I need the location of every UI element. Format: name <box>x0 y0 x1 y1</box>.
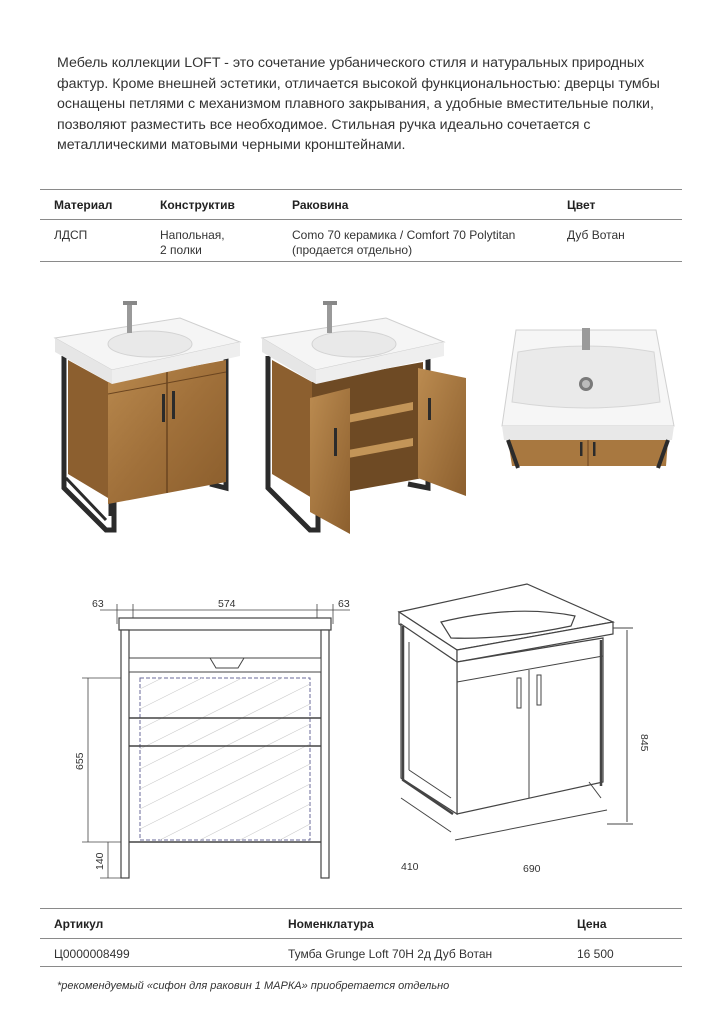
spec-cell-color: Дуб Вотан <box>567 228 625 242</box>
product-photo-top <box>496 322 676 472</box>
dim-right-63: 63 <box>338 598 350 610</box>
product-header-name: Номенклатура <box>288 917 374 931</box>
dim-middle-574: 574 <box>218 598 236 610</box>
product-table-header-rule <box>40 938 682 939</box>
product-photo-open <box>258 298 470 546</box>
spec-cell-material: ЛДСП <box>54 228 88 242</box>
product-photo-closed <box>50 298 250 540</box>
product-header-price: Цена <box>577 917 607 931</box>
spec-table-header-rule <box>40 219 682 220</box>
dim-iso-height-845: 845 <box>638 734 650 752</box>
product-cell-price: 16 500 <box>577 947 614 961</box>
spec-cell-construction-1: Напольная, <box>160 228 225 242</box>
spec-header-material: Материал <box>54 198 113 212</box>
dim-left-63: 63 <box>92 598 104 610</box>
spec-table-top-rule <box>40 189 682 190</box>
dim-bottom-140: 140 <box>94 852 106 870</box>
footnote: *рекомендуемый «сифон для раковин 1 МАРКА» приобретается отдельно <box>57 980 450 992</box>
product-header-article: Артикул <box>54 917 104 931</box>
intro-text: Мебель коллекции LOFT - это сочетание урбанического стиля и натуральных природных фактур. Кроме внешней эстетики, отличается высокой функциональностью: дверцы тумбы оснащены петлями с механизмом плавного закрывания, а удобные вместительные полки, позволяют разместить все необходимое. Стильная ручка идеально сочетается с металлическими матовыми черными кронштейнами. <box>57 55 660 153</box>
dim-iso-depth-410: 410 <box>401 861 419 873</box>
product-table-bottom-rule <box>40 966 682 967</box>
spec-header-color: Цвет <box>567 198 596 212</box>
dim-iso-width-690: 690 <box>523 863 541 875</box>
spec-header-sink: Раковина <box>292 198 349 212</box>
spec-cell-sink-2: (продается отдельно) <box>292 243 413 257</box>
product-cell-name: Тумба Grunge Loft 70Н 2д Дуб Вотан <box>288 947 493 961</box>
product-table-top-rule <box>40 908 682 909</box>
spec-header-construction: Конструктив <box>160 198 235 212</box>
iso-drawing <box>395 582 655 882</box>
front-drawing <box>70 594 370 894</box>
dim-height-655: 655 <box>74 752 86 770</box>
spec-cell-construction-2: 2 полки <box>160 243 202 257</box>
product-cell-article: Ц0000008499 <box>54 947 130 961</box>
spec-cell-sink-1: Como 70 керамика / Comfort 70 Polytitan <box>292 228 516 242</box>
spec-table-bottom-rule <box>40 261 682 262</box>
